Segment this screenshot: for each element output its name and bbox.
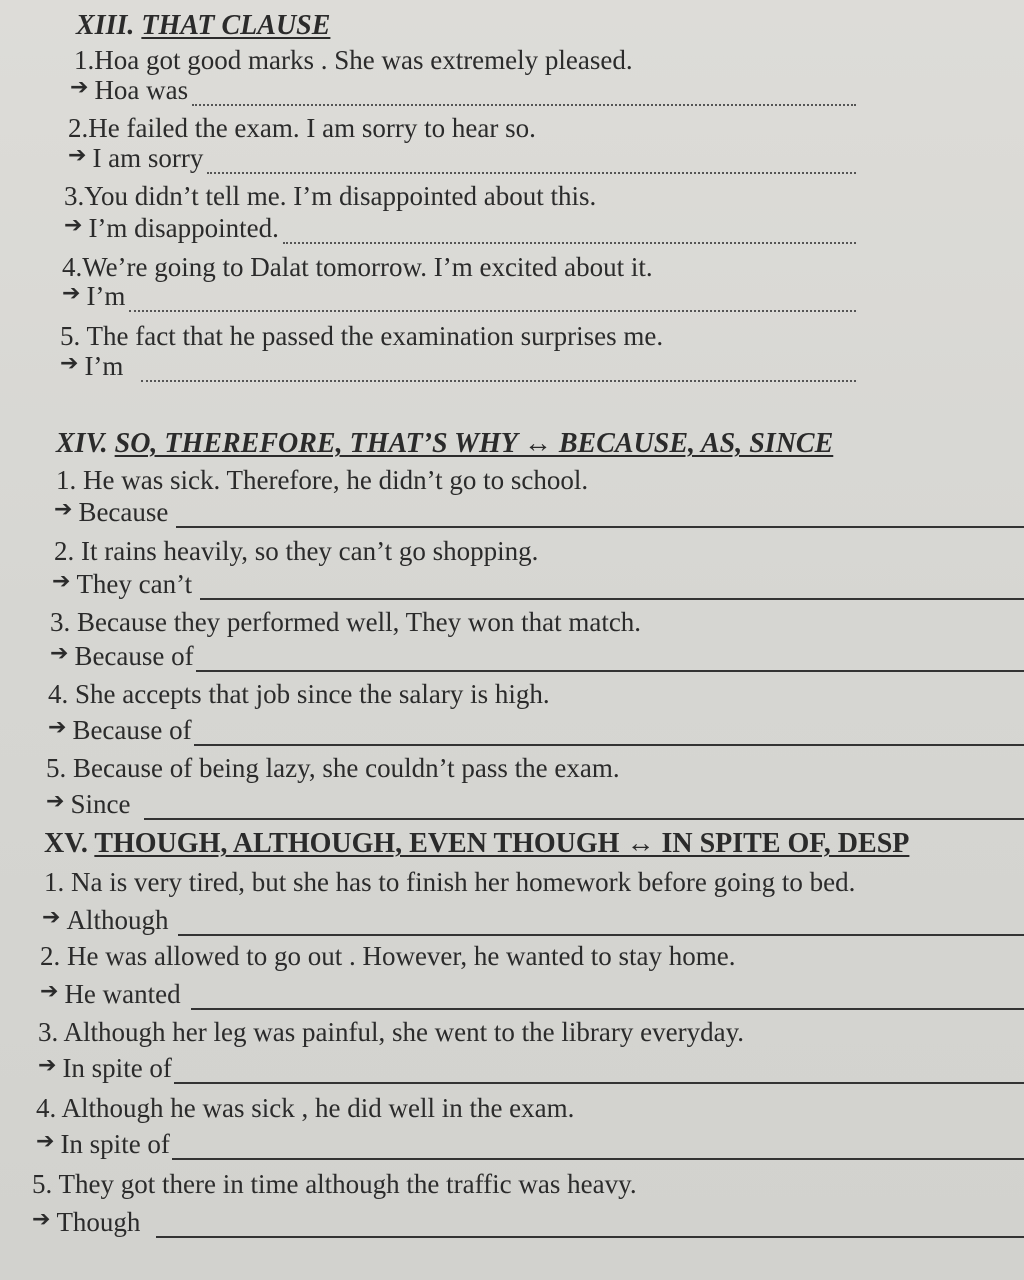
arrow-icon: ➔ xyxy=(48,715,67,740)
s15-q2-prompt: He wanted xyxy=(64,979,181,1009)
arrow-icon: ➔ xyxy=(40,979,59,1004)
s13-q1-answer[interactable] xyxy=(70,74,856,106)
arrow-icon: ➔ xyxy=(42,905,61,930)
section-15-title: THOUGH, ALTHOUGH, EVEN THOUGH ↔ IN SPITE OF, DESP xyxy=(94,828,910,859)
section-15-heading xyxy=(44,828,909,860)
s13-q2-sentence: 2.He failed the exam. I am sorry to hear so. xyxy=(68,113,536,143)
s14-q5-sentence: 5. Because of being lazy, she couldn’t pass the exam. xyxy=(46,753,620,783)
s13-q2-prompt: I am sorry xyxy=(92,143,204,173)
answer-blank[interactable] xyxy=(176,502,1024,528)
s14-q1-sentence: 1. He was sick. Therefore, he didn’t go to school. xyxy=(56,465,589,495)
section-13-heading xyxy=(76,10,330,42)
s13-q4-answer[interactable] xyxy=(62,280,856,312)
answer-blank[interactable] xyxy=(192,82,856,106)
s14-q3-sentence: 3. Because they performed well, They won that match. xyxy=(50,607,642,637)
answer-blank[interactable] xyxy=(156,1212,1024,1238)
s14-q4-answer[interactable] xyxy=(48,714,1024,746)
answer-blank[interactable] xyxy=(191,984,1024,1010)
s15-q5-sentence: 5. They got there in time although the traffic was heavy. xyxy=(32,1169,637,1199)
s15-q2-answer[interactable] xyxy=(40,978,1024,1010)
arrow-icon: ➔ xyxy=(64,213,83,238)
answer-blank[interactable] xyxy=(196,646,1024,672)
s13-q3-sentence: 3.You didn’t tell me. I’m disappointed about this. xyxy=(64,181,597,211)
s13-q5-sentence: 5. The fact that he passed the examination surprises me. xyxy=(60,321,664,351)
s15-q1-sentence: 1. Na is very tired, but she has to finish her homework before going to bed. xyxy=(44,867,856,897)
s14-q2-answer[interactable] xyxy=(52,568,1024,600)
s15-q1-answer[interactable] xyxy=(42,904,1024,936)
s14-q4-sentence: 4. She accepts that job since the salary is high. xyxy=(48,679,550,709)
answer-blank[interactable] xyxy=(141,358,856,382)
answer-blank[interactable] xyxy=(200,574,1024,600)
s15-q3-answer[interactable] xyxy=(38,1052,1024,1084)
arrow-icon: ➔ xyxy=(46,789,65,814)
s14-q2-prompt: They can’t xyxy=(76,569,193,599)
s14-q1-answer[interactable] xyxy=(54,496,1024,528)
s14-q5-prompt: Since xyxy=(70,789,131,819)
s15-q4-answer[interactable] xyxy=(36,1128,1024,1160)
answer-blank[interactable] xyxy=(172,1134,1024,1160)
s15-q2-sentence: 2. He was allowed to go out . However, he wanted to stay home. xyxy=(40,941,736,971)
s13-q4-sentence: 4.We’re going to Dalat tomorrow. I’m excited about it. xyxy=(62,252,653,282)
arrow-icon: ➔ xyxy=(60,351,79,376)
arrow-icon: ➔ xyxy=(62,281,81,306)
answer-blank[interactable] xyxy=(129,288,856,312)
s13-q1-sentence: 1.Hoa got good marks . She was extremely pleased. xyxy=(74,45,633,75)
answer-blank[interactable] xyxy=(144,794,1024,820)
s15-q1-prompt: Although xyxy=(66,905,169,935)
arrow-icon: ➔ xyxy=(52,569,71,594)
section-13-title: THAT CLAUSE xyxy=(141,10,331,41)
arrow-icon: ➔ xyxy=(36,1129,55,1154)
s15-q3-prompt: In spite of xyxy=(62,1053,172,1083)
arrow-icon: ➔ xyxy=(32,1207,51,1232)
s14-q3-prompt: Because of xyxy=(74,641,194,671)
arrow-icon: ➔ xyxy=(54,497,73,522)
answer-blank[interactable] xyxy=(174,1058,1024,1084)
s15-q5-answer[interactable] xyxy=(32,1206,1024,1238)
arrow-icon: ➔ xyxy=(70,75,89,100)
section-14-heading xyxy=(56,428,833,460)
section-15-number: XV. xyxy=(44,828,88,859)
s14-q5-answer[interactable] xyxy=(46,788,1024,820)
answer-blank[interactable] xyxy=(178,910,1024,936)
s15-q3-sentence: 3. Although her leg was painful, she went to the library everyday. xyxy=(38,1017,745,1047)
section-14-title: SO, THEREFORE, THAT’S WHY ↔ BECAUSE, AS, SINCE xyxy=(114,428,834,459)
s13-q5-prompt: I’m xyxy=(84,351,124,381)
section-13-number: XIII. xyxy=(76,10,135,41)
s14-q4-prompt: Because of xyxy=(72,715,192,745)
s15-q5-prompt: Though xyxy=(56,1207,141,1237)
s13-q5-answer[interactable] xyxy=(60,350,856,382)
s13-q3-answer[interactable] xyxy=(64,212,856,244)
answer-blank[interactable] xyxy=(207,150,856,174)
s15-q4-prompt: In spite of xyxy=(60,1129,170,1159)
s13-q3-prompt: I’m disappointed. xyxy=(88,213,279,243)
s14-q1-prompt: Because xyxy=(78,497,169,527)
s14-q3-answer[interactable] xyxy=(50,640,1024,672)
s15-q4-sentence: 4. Although he was sick , he did well in the exam. xyxy=(36,1093,575,1123)
arrow-icon: ➔ xyxy=(50,641,69,666)
s13-q1-prompt: Hoa was xyxy=(94,75,189,105)
arrow-icon: ➔ xyxy=(38,1053,57,1078)
answer-blank[interactable] xyxy=(283,220,856,244)
section-14-number: XIV. xyxy=(56,428,108,459)
arrow-icon: ➔ xyxy=(68,143,87,168)
s13-q2-answer[interactable] xyxy=(68,142,856,174)
answer-blank[interactable] xyxy=(194,720,1024,746)
s13-q4-prompt: I’m xyxy=(86,281,126,311)
s14-q2-sentence: 2. It rains heavily, so they can’t go shopping. xyxy=(54,536,539,566)
